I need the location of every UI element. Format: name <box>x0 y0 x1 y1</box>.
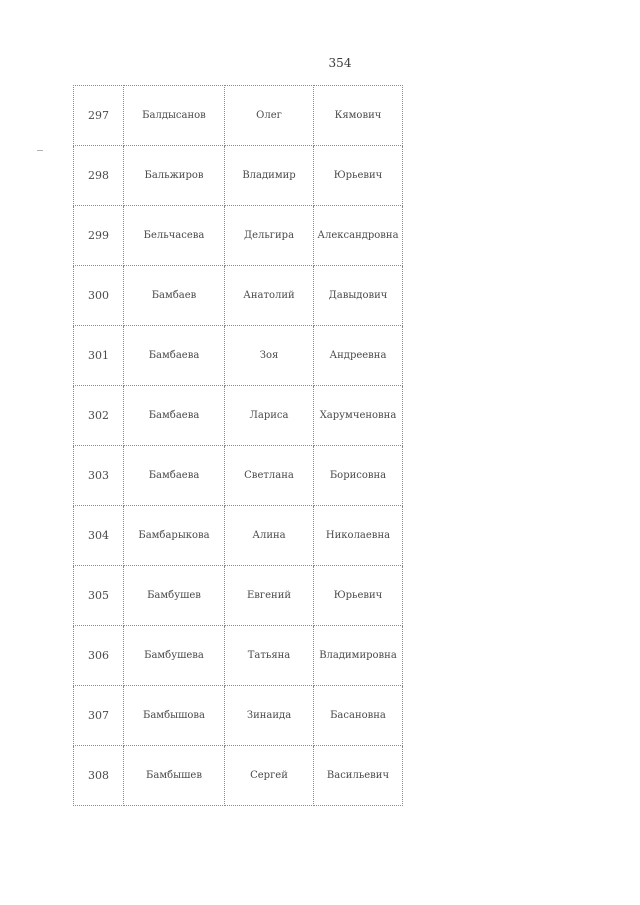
table-row <box>74 86 403 146</box>
first-name-cell: Татьяна <box>225 626 314 686</box>
table-row <box>74 626 403 686</box>
surname-cell: Бамбышова <box>124 686 225 746</box>
first-name-cell: Владимир <box>225 146 314 206</box>
patronymic-cell: Александровна <box>314 206 403 266</box>
table-row <box>74 446 403 506</box>
patronymic-cell: Харумченовна <box>314 386 403 446</box>
patronymic-cell: Басановна <box>314 686 403 746</box>
surname-cell: Бамбаев <box>124 266 225 326</box>
surname-cell: Бамбушев <box>124 566 225 626</box>
first-name-cell: Лариса <box>225 386 314 446</box>
patronymic-cell: Юрьевич <box>314 146 403 206</box>
patronymic-cell: Андреевна <box>314 326 403 386</box>
first-name-cell: Светлана <box>225 446 314 506</box>
surname-cell: Балдысанов <box>124 86 225 146</box>
page-number: 354 <box>328 56 352 70</box>
table-row <box>74 566 403 626</box>
table-row <box>74 266 403 326</box>
row-number-cell: 300 <box>74 266 124 326</box>
row-number-cell: 301 <box>74 326 124 386</box>
first-name-cell: Зоя <box>225 326 314 386</box>
surname-cell: Бамбышев <box>124 746 225 806</box>
row-number-cell: 306 <box>74 626 124 686</box>
surname-cell: Бамбаева <box>124 386 225 446</box>
row-number-cell: 303 <box>74 446 124 506</box>
table-row <box>74 146 403 206</box>
first-name-cell: Алина <box>225 506 314 566</box>
patronymic-cell: Борисовна <box>314 446 403 506</box>
row-number-cell: 297 <box>74 86 124 146</box>
surname-cell: Бамбаева <box>124 446 225 506</box>
row-number-cell: 307 <box>74 686 124 746</box>
roster-body <box>74 86 403 806</box>
first-name-cell: Зинаида <box>225 686 314 746</box>
table-row <box>74 746 403 806</box>
surname-cell: Бамбарыкова <box>124 506 225 566</box>
row-number-cell: 299 <box>74 206 124 266</box>
first-name-cell: Сергей <box>225 746 314 806</box>
row-number-cell: 298 <box>74 146 124 206</box>
surname-cell: Бамбаева <box>124 326 225 386</box>
scan-mark <box>37 150 43 151</box>
first-name-cell: Дельгира <box>225 206 314 266</box>
patronymic-cell: Васильевич <box>314 746 403 806</box>
surname-cell: Бальжиров <box>124 146 225 206</box>
first-name-cell: Анатолий <box>225 266 314 326</box>
table-row <box>74 386 403 446</box>
row-number-cell: 304 <box>74 506 124 566</box>
table-row <box>74 506 403 566</box>
patronymic-cell: Владимировна <box>314 626 403 686</box>
surname-cell: Бамбушева <box>124 626 225 686</box>
patronymic-cell: Давыдович <box>314 266 403 326</box>
table-row <box>74 206 403 266</box>
patronymic-cell: Юрьевич <box>314 566 403 626</box>
first-name-cell: Евгений <box>225 566 314 626</box>
surname-cell: Бельчасева <box>124 206 225 266</box>
roster-table <box>73 85 403 806</box>
patronymic-cell: Кямович <box>314 86 403 146</box>
row-number-cell: 302 <box>74 386 124 446</box>
row-number-cell: 305 <box>74 566 124 626</box>
first-name-cell: Олег <box>225 86 314 146</box>
table-row <box>74 326 403 386</box>
patronymic-cell: Николаевна <box>314 506 403 566</box>
table-row <box>74 686 403 746</box>
row-number-cell: 308 <box>74 746 124 806</box>
